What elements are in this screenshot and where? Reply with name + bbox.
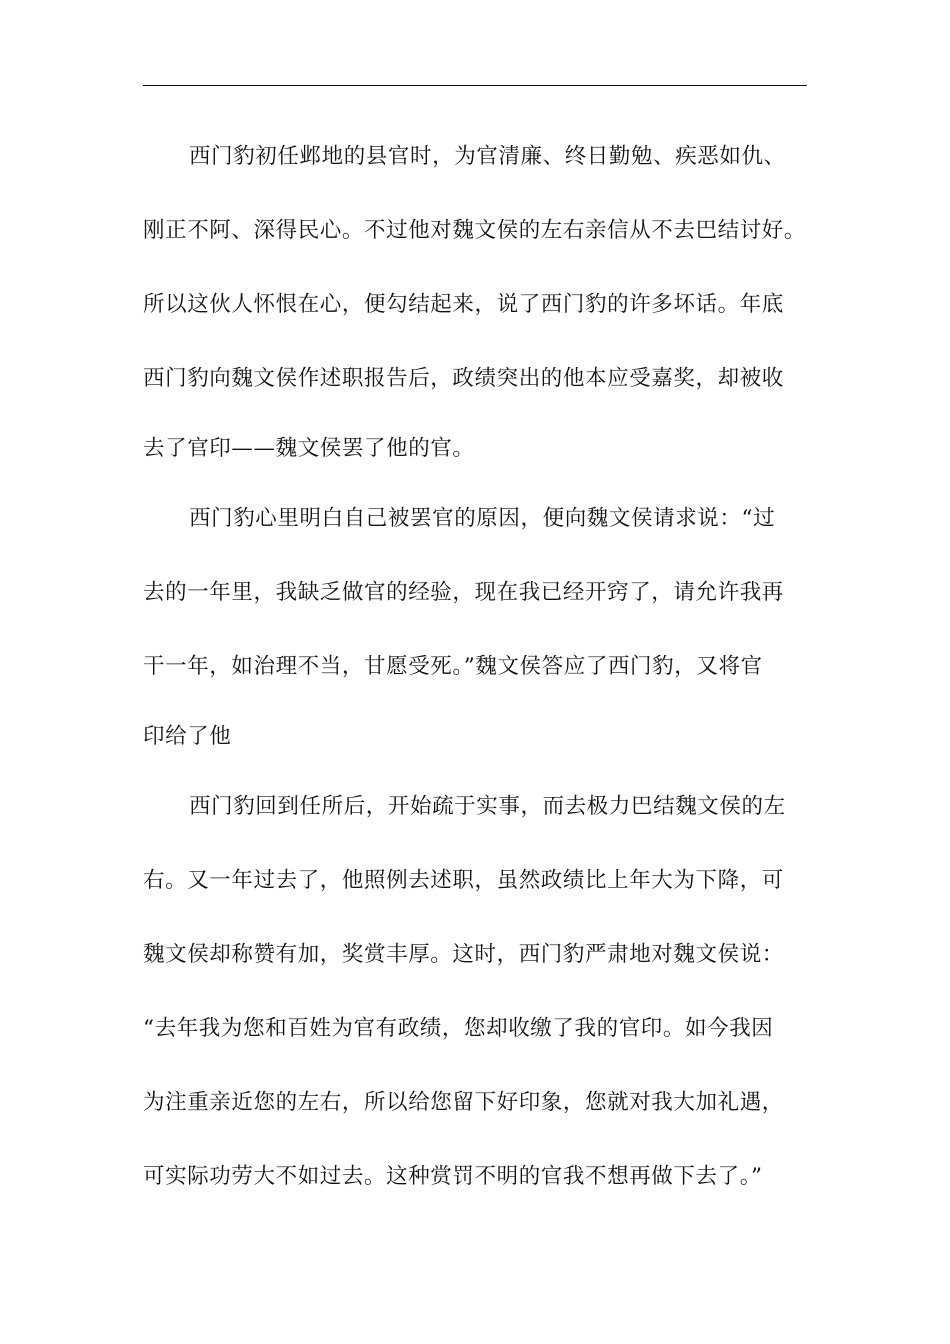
paragraph-1-line-4: 西门豹向魏文侯作述职报告后，政绩突出的他本应受嘉奖，却被收 <box>143 366 784 391</box>
paragraph-3-line-1: 西门豹回到任所后，开始疏于实事，而去极力巴结魏文侯的左 <box>189 794 786 819</box>
paragraph-2-line-4: 印给了他 <box>143 724 232 749</box>
paragraph-3-line-6: 可实际功劳大不如过去。这种赏罚不明的官我不想再做下去了。” <box>143 1164 763 1189</box>
paragraph-3-line-2: 右。又一年过去了，他照例去述职，虽然政绩比上年大为下降，可 <box>143 868 784 893</box>
paragraph-3-line-4: “去年我为您和百姓为官有政绩，您却收缴了我的官印。如今我因 <box>143 1016 774 1041</box>
paragraph-3-line-5: 为注重亲近您的左右，所以给您留下好印象，您就对我大加礼遇， <box>143 1090 784 1115</box>
paragraph-1-line-5: 去了官印——魏文侯罢了他的官。 <box>143 436 475 461</box>
paragraph-1-line-1: 西门豹初任邺地的县官时，为官清廉、终日勤勉、疾恶如仇、 <box>189 144 786 169</box>
header-rule <box>143 85 807 86</box>
paragraph-1-line-3: 所以这伙人怀恨在心，便勾结起来，说了西门豹的许多坏话。年底 <box>143 292 784 317</box>
paragraph-3-line-3: 魏文侯却称赞有加，奖赏丰厚。这时，西门豹严肃地对魏文侯说： <box>143 942 784 967</box>
paragraph-2-line-3: 干一年，如治理不当，甘愿受死。”魏文侯答应了西门豹，又将官 <box>143 654 763 679</box>
body-text <box>143 120 819 1214</box>
paragraph-1-line-2: 刚正不阿、深得民心。不过他对魏文侯的左右亲信从不去巴结讨好。 <box>143 218 807 243</box>
paragraph-2-line-2: 去的一年里，我缺乏做官的经验，现在我已经开窍了，请允许我再 <box>143 580 784 605</box>
paragraph-2-line-1: 西门豹心里明白自己被罢官的原因，便向魏文侯请求说：“过 <box>189 506 776 531</box>
